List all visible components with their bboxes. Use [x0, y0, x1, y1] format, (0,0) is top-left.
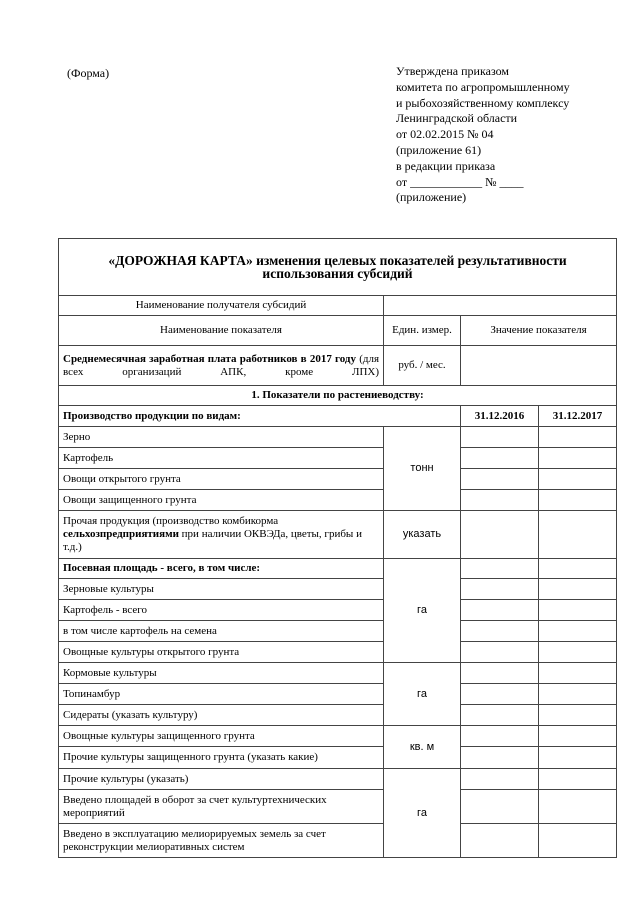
unit-cell: тонн	[384, 427, 461, 511]
value-cell[interactable]	[461, 790, 539, 824]
table-row	[59, 511, 617, 559]
unit-cell: указать	[384, 511, 461, 559]
approval-line: (приложение 61)	[396, 142, 482, 157]
table-row	[59, 406, 617, 427]
form-label: (Форма)	[67, 66, 110, 80]
row-label: Сидераты (указать культуру)	[59, 705, 384, 726]
approval-line: Ленинградской области	[396, 111, 518, 126]
row-label	[59, 511, 384, 559]
value-cell[interactable]	[539, 705, 617, 726]
other-prefix: Прочая продукция (производство комбикорма	[63, 515, 279, 527]
value-cell[interactable]	[461, 427, 539, 448]
value-cell[interactable]	[539, 824, 617, 858]
table-row	[59, 346, 617, 386]
value-cell[interactable]	[539, 579, 617, 600]
table-row	[59, 705, 617, 726]
row-label: Овощные культуры защищенного грунта	[59, 726, 384, 747]
salary-label: Среднемесячная заработная плата работников в 2017 году	[63, 352, 356, 365]
production-header: Производство продукции по видам:	[59, 406, 461, 427]
table-row	[59, 490, 617, 511]
value-cell[interactable]	[461, 747, 539, 769]
value-cell[interactable]	[539, 769, 617, 790]
value-cell[interactable]	[539, 490, 617, 511]
row-label: Овощные культуры открытого грунта	[59, 642, 384, 663]
table-row	[59, 663, 617, 684]
unit-cell: га	[384, 663, 461, 726]
value-cell[interactable]	[461, 511, 539, 559]
value-cell[interactable]	[461, 490, 539, 511]
value-cell[interactable]	[461, 346, 617, 386]
value-cell[interactable]	[539, 448, 617, 469]
value-cell[interactable]	[539, 642, 617, 663]
date-header: 31.12.2017	[539, 406, 617, 427]
salary-cell	[59, 346, 384, 386]
value-cell[interactable]	[461, 684, 539, 705]
value-cell[interactable]	[539, 663, 617, 684]
row-label: Овощи защищенного грунта	[59, 490, 384, 511]
table-row	[59, 316, 617, 346]
row-label: Овощи открытого грунта	[59, 469, 384, 490]
row-label: Топинамбур	[59, 684, 384, 705]
value-cell[interactable]	[461, 559, 539, 579]
value-cell[interactable]	[539, 621, 617, 642]
row-label: Прочие культуры защищенного грунта (указать какие)	[59, 747, 384, 769]
value-cell[interactable]	[539, 469, 617, 490]
approval-line: (приложение)	[396, 190, 467, 205]
value-cell[interactable]	[461, 469, 539, 490]
value-cell[interactable]	[461, 642, 539, 663]
table-row	[59, 579, 617, 600]
row-label: Посевная площадь - всего, в том числе:	[59, 559, 384, 579]
table-row	[59, 296, 617, 316]
table-row	[59, 824, 617, 858]
approval-block	[396, 64, 570, 206]
value-cell[interactable]	[539, 427, 617, 448]
table-row	[59, 427, 617, 448]
table-row	[59, 600, 617, 621]
value-cell[interactable]	[461, 448, 539, 469]
value-cell[interactable]	[461, 621, 539, 642]
value-cell[interactable]	[461, 600, 539, 621]
col-unit-header: Един. измер.	[384, 316, 461, 346]
value-cell[interactable]	[461, 824, 539, 858]
table-row	[59, 469, 617, 490]
row-label: Картофель	[59, 448, 384, 469]
row-label: Кормовые культуры	[59, 663, 384, 684]
row-label: Картофель - всего	[59, 600, 384, 621]
roadmap-table	[58, 238, 617, 858]
unit-cell: кв. м	[384, 726, 461, 769]
other-suffix: при наличии ОКВЭДа, цветы, грибы и т.д.)	[63, 528, 362, 553]
approval-line: комитета по агропромышленному	[396, 79, 570, 94]
unit-cell: га	[384, 769, 461, 858]
table-title: «ДОРОЖНАЯ КАРТА» изменения целевых показателей результативности использования субсидий	[59, 239, 617, 296]
table-row	[59, 239, 617, 296]
table-row	[59, 684, 617, 705]
value-cell[interactable]	[461, 663, 539, 684]
approval-line: от ____________ № ____	[396, 174, 524, 189]
salary-unit: руб. / мес.	[384, 346, 461, 386]
row-label: Зерно	[59, 427, 384, 448]
approval-line: в редакции приказа	[396, 158, 496, 173]
row-label: в том числе картофель на семена	[59, 621, 384, 642]
table-row	[59, 790, 617, 824]
table-row	[59, 747, 617, 769]
row-label: Введено в эксплуатацию мелиорируемых земель за счет реконструкции мелиоративных систем	[59, 824, 384, 858]
value-cell[interactable]	[539, 790, 617, 824]
table-row	[59, 386, 617, 406]
value-cell[interactable]	[461, 726, 539, 747]
value-cell[interactable]	[539, 726, 617, 747]
value-cell[interactable]	[461, 579, 539, 600]
value-cell[interactable]	[539, 747, 617, 769]
col-value-header: Значение показателя	[461, 316, 617, 346]
row-label: Зерновые культуры	[59, 579, 384, 600]
table-row	[59, 642, 617, 663]
row-label: Прочие культуры (указать)	[59, 769, 384, 790]
value-cell[interactable]	[539, 600, 617, 621]
table-row	[59, 559, 617, 579]
table-row	[59, 448, 617, 469]
col-indicator-header: Наименование показателя	[59, 316, 384, 346]
row-label: Введено площадей в оборот за счет культуртехнических мероприятий	[59, 790, 384, 824]
value-cell[interactable]	[461, 705, 539, 726]
table-row	[59, 621, 617, 642]
unit-cell: га	[384, 559, 461, 663]
value-cell[interactable]	[461, 769, 539, 790]
value-cell[interactable]	[539, 511, 617, 559]
salary-note: (для всех организаций АПК, кроме ЛПХ)	[63, 352, 380, 378]
approval-line: и рыбохозяйственному комплексу	[396, 95, 570, 110]
date-header: 31.12.2016	[461, 406, 539, 427]
recipient-value-cell[interactable]	[384, 296, 617, 316]
other-bold: сельхозпредприятиями	[63, 528, 179, 540]
table-row	[59, 726, 617, 747]
table-row	[59, 769, 617, 790]
value-cell[interactable]	[539, 684, 617, 705]
recipient-label: Наименование получателя субсидий	[59, 296, 384, 316]
section-header: 1. Показатели по растениеводству:	[59, 386, 617, 406]
approval-line: от 02.02.2015 № 04	[396, 127, 494, 142]
approval-line: Утверждена приказом	[396, 64, 509, 78]
value-cell[interactable]	[539, 559, 617, 579]
